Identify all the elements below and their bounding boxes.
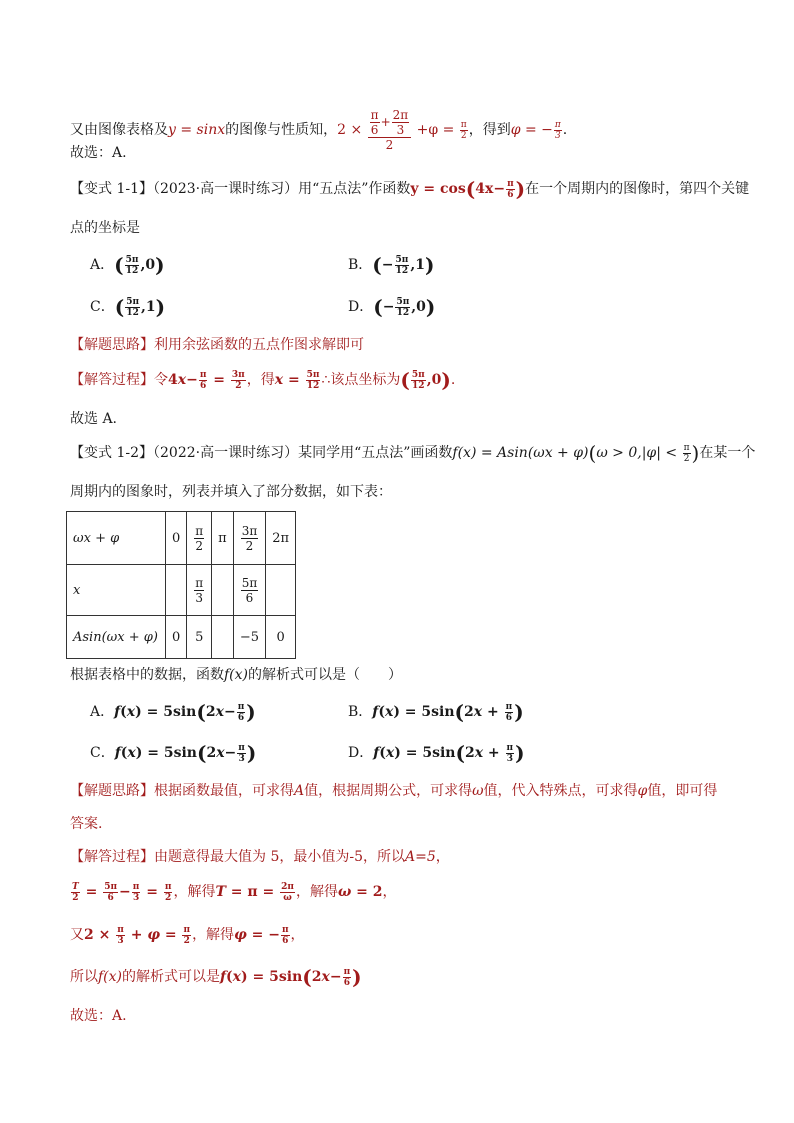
math-expression: 2 × $\frac{\pi}{6}$ + $\frac{2\pi}{3}$ 2 +φ = $\frac{\pi}{2}$	[337, 108, 467, 152]
option-b[interactable]: B．f(x) = 5sin(2x + $\frac{\pi}{6}$ )	[348, 700, 524, 724]
table-cell	[266, 565, 296, 616]
option-c[interactable]: C．f(x) = 5sin(2x− $\frac{\pi}{3}$ )	[90, 741, 257, 765]
solution-idea-1-2-line2: 答案.	[70, 816, 103, 832]
table-cell: 0	[166, 616, 187, 659]
table-cell: π	[212, 512, 234, 565]
table-row	[67, 512, 296, 565]
math-expression: y = sinx	[168, 122, 226, 138]
table-cell: 5	[187, 616, 212, 659]
variant-tag: 【变式 1-2】	[70, 445, 153, 461]
text: ，得到	[468, 122, 511, 138]
variant-1-1-question	[70, 178, 749, 200]
table-cell: $\frac{\pi}{2}$	[187, 512, 212, 565]
table-cell: 0	[266, 616, 296, 659]
variant-1-1-question-line2: 点的坐标是	[70, 220, 140, 236]
solution-step-2: $\frac{T}{2}$ = $\frac{5\pi}{6}$ − $\frac{\pi}{3}$ = $\frac{\pi}{2}$ ，解得T = π = $\frac{2\pi}{\omega}$ ，解得ω = 2，	[72, 881, 397, 903]
solution-idea-1-1	[70, 334, 364, 356]
solution-idea-1-2: 【解题思路】根据函数最值，可求得A值，根据周期公式，可求得ω值，代入特殊点，可求得φ值，即可得	[70, 783, 718, 799]
table-cell: 0	[166, 512, 187, 565]
idea-tag: 【解题思路】	[70, 783, 154, 799]
option-d[interactable]: D．(− $\frac{5\pi}{12}$ ,0)	[348, 295, 436, 319]
option-d-math: (− $\frac{5\pi}{12}$ ,0)	[373, 295, 436, 319]
option-c-math: ( $\frac{5\pi}{12}$ ,1)	[114, 295, 166, 319]
answer-1-1: 故选 A.	[70, 411, 118, 427]
text: （2022·高一课时练习）某同学用“五点法”画函数	[153, 445, 453, 461]
table-cell: $\frac{3\pi}{2}$	[233, 512, 266, 565]
variant-1-2-question-line2: 周期内的图象时，列表并填入了部分数据，如下表：	[70, 484, 392, 500]
idea-text: 利用余弦函数的五点作图求解即可	[154, 337, 364, 353]
option-b[interactable]: B．(− $\frac{5\pi}{12}$ ,1)	[348, 253, 435, 277]
text: （2023·高一课时练习）用“五点法”作函数	[153, 181, 411, 197]
answer-1-2: 故选：A.	[70, 1008, 127, 1024]
table-cell: $\frac{\pi}{3}$	[187, 565, 212, 616]
answer-line: 故选：A.	[70, 145, 127, 161]
variant-tag: 【变式 1-1】	[70, 181, 153, 197]
solution-process-1-1: 【解答过程】令4x− $\frac{\pi}{6}$ = $\frac{3\pi}{2}$ ，得x = $\frac{5\pi}{12}$ ∴该点坐标为( $\frac{5\pi}{12}$ ,0).	[70, 368, 456, 392]
table-header: x	[67, 565, 166, 616]
table-row	[67, 565, 296, 616]
text: 在某一个	[699, 445, 756, 461]
table-cell: $\frac{5\pi}{6}$	[233, 565, 266, 616]
text: 在一个周期内的图像时，第四个关键	[525, 181, 750, 197]
math-expression: φ = − $\frac{\pi}{3}$	[510, 119, 561, 141]
option-a[interactable]: A．f(x) = 5sin(2x− $\frac{\pi}{6}$ )	[90, 700, 256, 724]
solution-step-3: 又2 × $\frac{\pi}{3}$ + φ = $\frac{\pi}{2}$ ，解得φ = − $\frac{\pi}{6}$ ，	[70, 924, 305, 946]
process-tag: 【解答过程】	[70, 849, 154, 865]
option-a[interactable]: A．( $\frac{5\pi}{12}$ ,0)	[90, 253, 165, 277]
math-function: f(x) = Asin(ωx + φ)	[452, 445, 589, 461]
table-cell	[166, 565, 187, 616]
table-header: ωx + φ	[67, 512, 166, 565]
option-d[interactable]: D．f(x) = 5sin(2x + $\frac{\pi}{3}$ )	[348, 741, 525, 765]
option-c[interactable]: C．( $\frac{5\pi}{12}$ ,1)	[90, 295, 166, 319]
table-row	[67, 616, 296, 659]
table-cell	[212, 565, 234, 616]
math-function: y = cos(4x− $\frac{\pi}{6}$ )	[410, 177, 526, 201]
variant-1-2-question: 【变式 1-2】（2022·高一课时练习）某同学用“五点法”画函数f(x) = Asin(ωx + φ)(ω > 0,|φ| < $\frac{\pi}{2}$ )在某一个	[70, 441, 756, 465]
table-header: Asin(ωx + φ)	[67, 616, 166, 659]
solution-process-1-2: 【解答过程】由题意得最大值为 5，最小值为-5，所以A=5，	[70, 849, 450, 865]
text: 又由图像表格及	[70, 122, 168, 138]
variant-1-2-prompt: 根据表格中的数据，函数f(x)的解析式可以是（ ）	[70, 667, 403, 683]
process-tag: 【解答过程】	[70, 372, 154, 388]
five-point-table	[66, 511, 296, 659]
text: 的图像与性质知，	[225, 122, 338, 138]
option-a-math: ( $\frac{5\pi}{12}$ ,0)	[114, 253, 165, 277]
idea-tag: 【解题思路】	[70, 337, 154, 353]
solution-step-4: 所以f(x)的解析式可以是f(x) = 5sin(2x− $\frac{\pi}{6}$ )	[70, 965, 362, 989]
table-cell: −5	[233, 616, 266, 659]
option-b-math: (− $\frac{5\pi}{12}$ ,1)	[372, 253, 435, 277]
table-cell	[212, 616, 234, 659]
conclusion-line: 又由图像表格及y = sinx的图像与性质知，2 × $\frac{\pi}{6}$ + $\frac{2\pi}{3}$ 2 +φ = $\frac{\pi}{2}$ ，得到φ = − $\frac{\pi}{3}$ .	[70, 108, 568, 152]
table-cell: 2π	[266, 512, 296, 565]
